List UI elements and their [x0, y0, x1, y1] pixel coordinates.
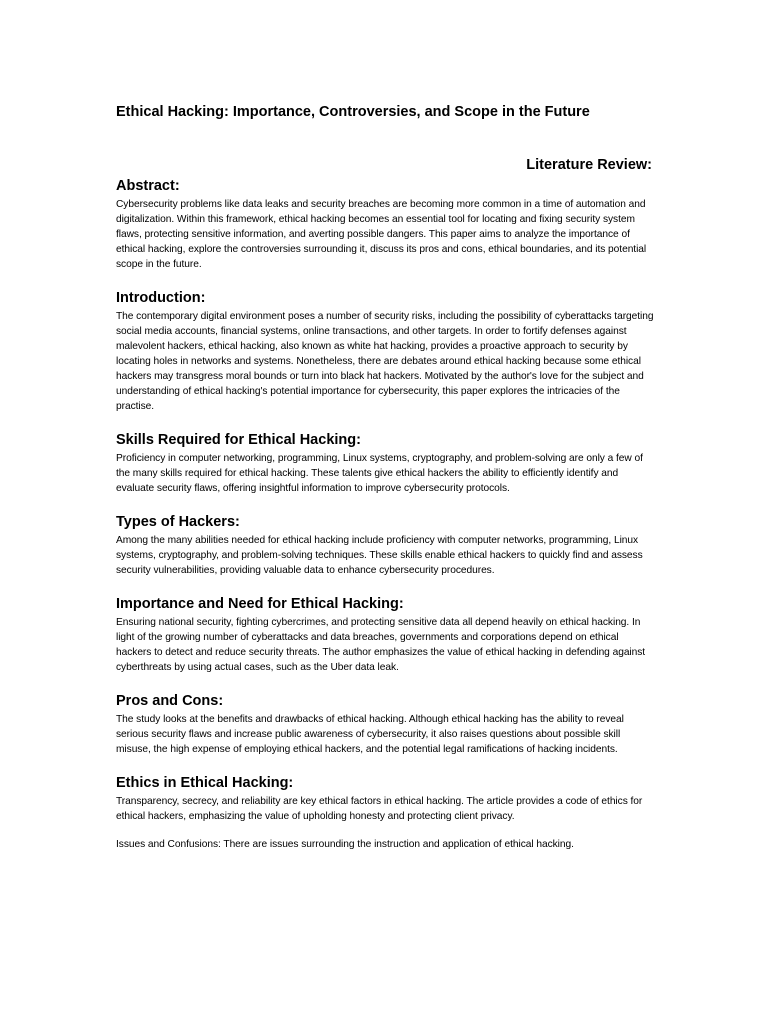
- document-title: Ethical Hacking: Importance, Controversies, and Scope in the Future: [116, 104, 590, 120]
- section-types-of-hackers: [116, 513, 656, 578]
- section-paragraph: Cybersecurity problems like data leaks and security breaches are becoming more common in a time of automation and digitalization. Within this framework, ethical hacking becomes an essential tool for locating and fixing security system flaws, protecting sensitive information, and averting possible dangers. This paper aims to analyze the importance of ethical hacking, explore the controversies surrounding it, discuss its pros and cons, ethical boundaries, and its potential scope in the future.: [116, 199, 647, 270]
- section-heading: Pros and Cons:: [116, 693, 224, 709]
- section-paragraph: Ensuring national security, fighting cybercrimes, and protecting sensitive data all depend heavily on ethical hacking. In light of the growing number of cyberattacks and data breaches, governments and corporations depend on ethical hackers to detect and reduce security threats. The author emphasizes the value of ethical hacking in defending against cyberthreats by using actual cases, such as the Uber data leak.: [116, 617, 646, 673]
- section-heading: Skills Required for Ethical Hacking:: [116, 432, 361, 448]
- closing-paragraph: Issues and Confusions: There are issues surrounding the instruction and application of ethical hacking.: [116, 839, 574, 850]
- section-paragraph: The contemporary digital environment poses a number of security risks, including the possibility of cyberattacks targeting social media accounts, financial systems, online transactions, and other targets. In order to fortify defenses against malevolent hackers, ethical hacking, also known as white hat hacking, provides a proactive approach to security by locating holes in networks and systems. Nonetheless, there are debates around ethical hacking because some ethical hackers may transgress moral bounds or turn into black hat hackers. Motivated by the author's love for the subject and understanding of ethical hacking's potential importance for cybersecurity, this paper explores the intricacies of the practise.: [116, 311, 654, 412]
- document-body: [116, 177, 656, 852]
- section-heading: Introduction:: [116, 290, 206, 306]
- section-heading: Ethics in Ethical Hacking:: [116, 775, 294, 791]
- section-heading: Importance and Need for Ethical Hacking:: [116, 596, 404, 612]
- section-paragraph: Among the many abilities needed for ethical hacking include proficiency with computer networks, programming, Linux systems, cryptography, and problem-solving techniques. These skills enable ethical hackers to quickly find and assess security vulnerabilities, providing valuable data to enhance cybersecurity procedures.: [116, 535, 643, 576]
- section-paragraph: Proficiency in computer networking, programming, Linux systems, cryptography, and problem-solving are only a few of the many skills required for ethical hacking. These talents give ethical hackers the ability to efficiently identify and evaluate security flaws, offering insightful information to improve cybersecurity protocols.: [116, 453, 643, 494]
- section-pros-cons: [116, 692, 656, 757]
- section-heading: Abstract:: [116, 178, 180, 194]
- literature-review-label: Literature Review:: [526, 157, 652, 173]
- section-paragraph: Transparency, secrecy, and reliability are key ethical factors in ethical hacking. The article provides a code of ethics for ethical hackers, emphasizing the value of upholding honesty and protecting client privacy.: [116, 796, 643, 822]
- section-heading: Types of Hackers:: [116, 514, 240, 530]
- section-importance: [116, 595, 656, 675]
- section-abstract: [116, 177, 656, 272]
- section-introduction: [116, 289, 656, 414]
- section-skills: [116, 431, 656, 496]
- section-paragraph: The study looks at the benefits and drawbacks of ethical hacking. Although ethical hacking has the ability to reveal serious security flaws and increase public awareness of cybersecurity, it also raises questions about possible skill misuse, the high expense of employing ethical hackers, and the potential legal ramifications of hacking incidents.: [116, 714, 624, 755]
- section-ethics: [116, 774, 656, 824]
